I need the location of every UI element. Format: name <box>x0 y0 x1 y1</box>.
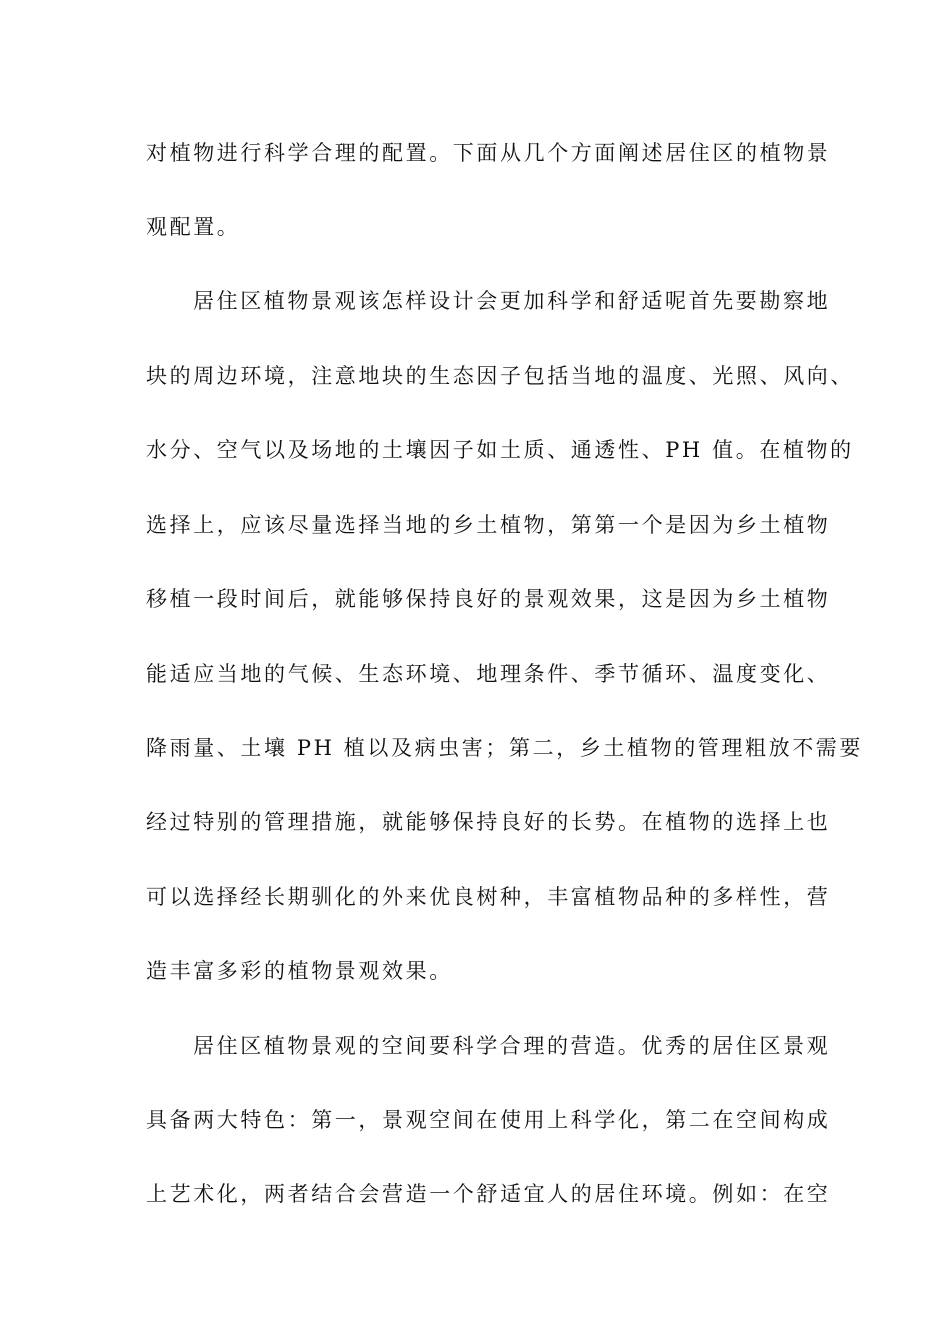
text-line: 造丰富多彩的植物景观效果。 <box>146 959 453 983</box>
text-line: 块的周边环境，注意地块的生态因子包括当地的温度、光照、风向、 <box>146 364 854 388</box>
text-line: 水分、空气以及场地的土壤因子如土质、通透性、PH 值。在植物的 <box>146 438 854 462</box>
text-line: 能适应当地的气候、生态环境、地理条件、季节循环、温度变化、 <box>146 662 831 686</box>
text-line: 可以选择经长期驯化的外来优良树种，丰富植物品种的多样性，营 <box>146 885 831 909</box>
text-line: 经过特别的管理措施，就能够保持良好的长势。在植物的选择上也 <box>146 810 831 834</box>
text-line: 选择上，应该尽量选择当地的乡土植物，第第一个是因为乡土植物 <box>146 513 831 537</box>
text-line: 具备两大特色：第一，景观空间在使用上科学化，第二在空间构成 <box>146 1108 831 1132</box>
text-line: 对植物进行科学合理的配置。下面从几个方面阐述居住区的植物景 <box>146 141 831 165</box>
text-line: 观配置。 <box>146 215 241 239</box>
paragraph-first-line: 居住区植物景观的空间要科学合理的营造。优秀的居住区景观 <box>193 1034 831 1058</box>
text-line: 降雨量、土壤 PH 植以及病虫害；第二，乡土植物的管理粗放不需要 <box>146 736 863 760</box>
text-line: 移植一段时间后，就能够保持良好的景观效果，这是因为乡土植物 <box>146 587 831 611</box>
text-line: 上艺术化，两者结合会营造一个舒适宜人的居住环境。例如：在空 <box>146 1182 831 1206</box>
paragraph-first-line: 居住区植物景观该怎样设计会更加科学和舒适呢首先要勘察地 <box>193 289 831 313</box>
